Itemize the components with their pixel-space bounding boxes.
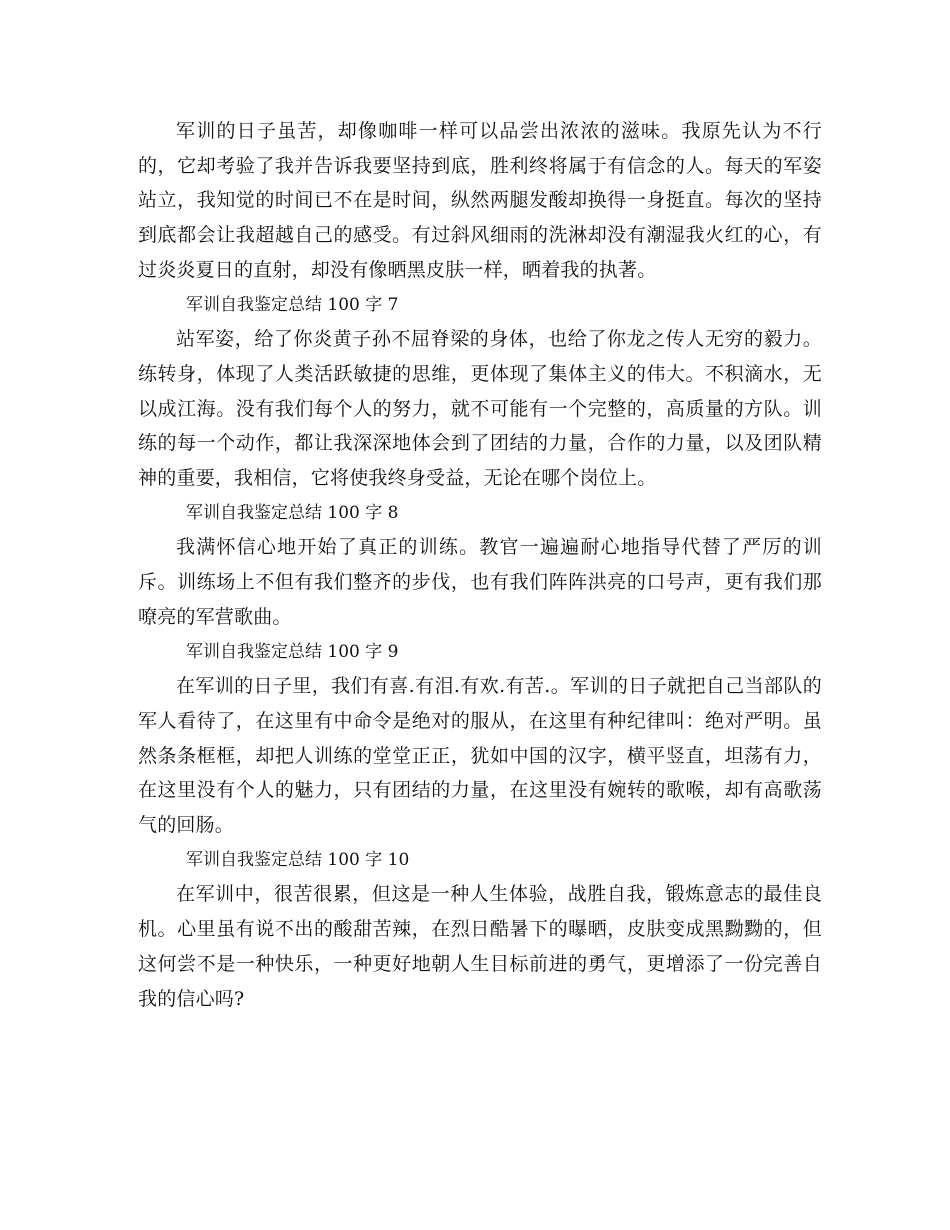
paragraph: 在军训的日子里，我们有喜.有泪.有欢.有苦.。军训的日子就把自己当部队的军人看待了，在这里有中命令是绝对的服从，在这里有种纪律叫：绝对严明。虽然条条框框，却把人训练的堂堂正正，犹如中国的汉字，横平竖直，坦荡有力，在这里没有个人的魅力，只有团结的力量，在这里没有婉转的歌喉，却有高歌荡气的回肠。 — [138, 675, 822, 837]
section-heading: 军训自我鉴定总结 100 字 9 — [186, 641, 399, 662]
section-heading: 军训自我鉴定总结 100 字 8 — [186, 502, 399, 523]
paragraph: 在军训中，很苦很累，但这是一种人生体验，战胜自我，锻炼意志的最佳良机。心里虽有说不出的酸甜苦辣，在烈日酷暑下的曝晒，皮肤变成黑黝黝的，但这何尝不是一种快乐，一种更好地朝人生目标前进的勇气，更增添了一份完善自我的信心吗? — [138, 883, 822, 1010]
section-heading: 军训自我鉴定总结 100 字 10 — [186, 849, 410, 870]
paragraph: 站军姿，给了你炎黄子孙不屈脊梁的身体，也给了你龙之传人无穷的毅力。练转身，体现了人类活跃敏捷的思维，更体现了集体主义的伟大。不积滴水，无以成江海。没有我们每个人的努力，就不可能有一个完整的，高质量的方队。训练的每一个动作，都让我深深地体会到了团结的力量，合作的力量，以及团队精神的重要，我相信，它将使我终身受益，无论在哪个岗位上。 — [138, 328, 822, 490]
paragraph: 军训的日子虽苦，却像咖啡一样可以品尝出浓浓的滋味。我原先认为不行的，它却考验了我并告诉我要坚持到底，胜利终将属于有信念的人。每天的军姿站立，我知觉的时间已不在是时间，纵然两腿发酸却换得一身挺直。每次的坚持到底都会让我超越自己的感受。有过斜风细雨的洗淋却没有潮湿我火红的心，有过炎炎夏日的直射，却没有像晒黑皮肤一样，晒着我的执著。 — [138, 120, 822, 281]
section-heading: 军训自我鉴定总结 100 字 7 — [186, 294, 399, 315]
document-body — [138, 114, 822, 1016]
paragraph: 我满怀信心地开始了真正的训练。教官一遍遍耐心地指导代替了严厉的训斥。训练场上不但有我们整齐的步伐，也有我们阵阵洪亮的口号声，更有我们那嘹亮的军营歌曲。 — [138, 536, 822, 628]
